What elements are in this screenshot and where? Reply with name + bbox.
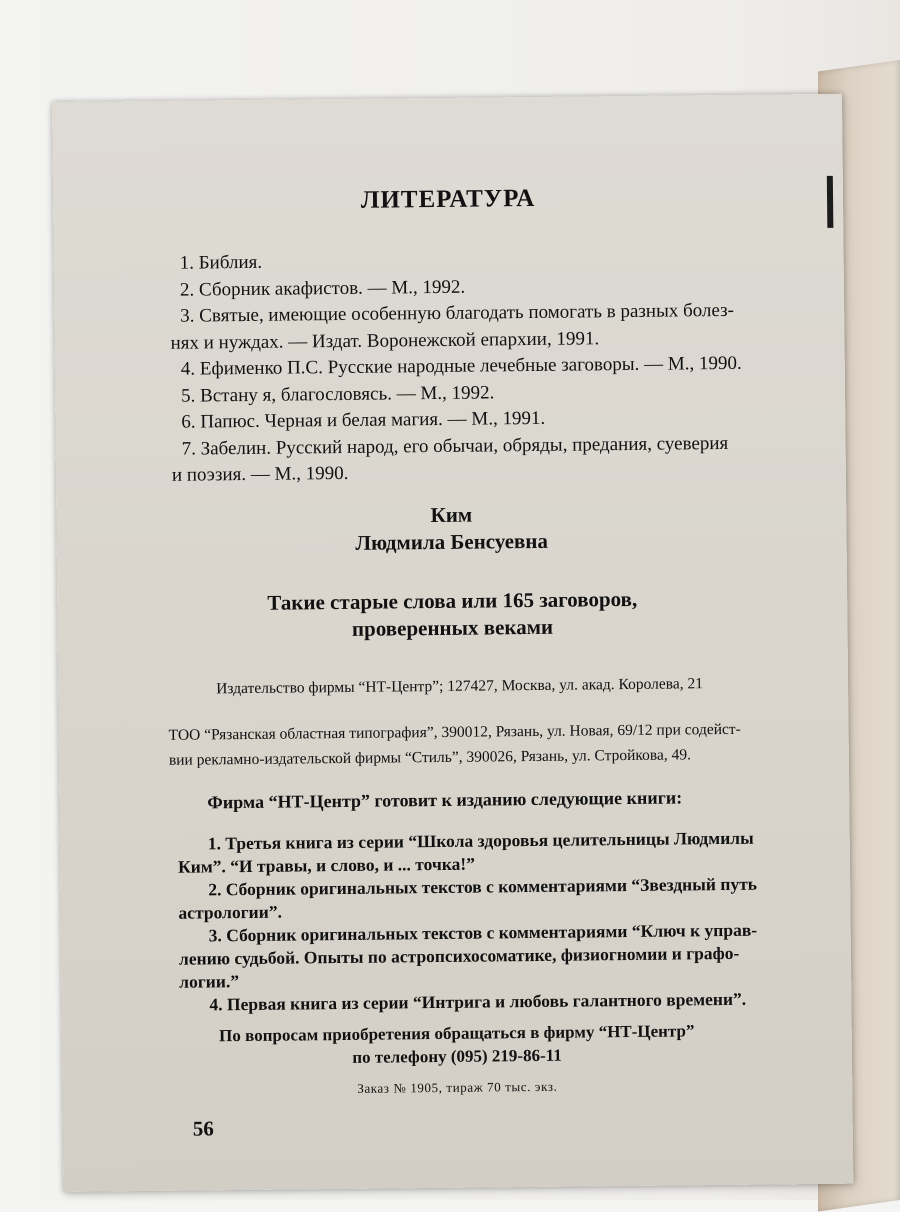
literature-item: 6. Папюс. Черная и белая магия. — М., 1991. (181, 407, 546, 433)
literature-item: 1. Библия. (179, 251, 263, 274)
literature-item-continuation: и поэзия. — М., 1990. (171, 462, 349, 486)
author-name: Людмила Бенсуевна (355, 528, 549, 555)
announcement-heading: Фирма “НТ-Центр” готовит к изданию следующие книги: (207, 787, 683, 813)
literature-item: 2. Сборник акафистов. — М., 1992. (179, 276, 466, 301)
author-block (56, 498, 847, 560)
upcoming-book-line: 4. Первая книга из серии “Интрига и любовь галантного времени”. (209, 988, 747, 1015)
upcoming-book-line: 1. Третья книга из серии “Школа здоровья целительницы Людмилы (207, 827, 754, 854)
book-page (52, 94, 853, 1192)
literature-list (172, 244, 794, 489)
contact-line: По вопросам приобретения обращаться в фирму “НТ-Центр” (219, 1021, 695, 1046)
upcoming-book-line: Ким”. “И травы, и слово, и ... точка!” (177, 853, 476, 877)
literature-item: 3. Святые, имеющие особенную благодать помогать в разных болез- (180, 299, 735, 327)
printer-line: ТОО “Рязанская областная типография”, 390012, Рязань, ул. Новая, 69/12 при содейст- (168, 720, 741, 744)
literature-item-continuation: нях и нуждах. — Издат. Воронежской епархии, 1991. (170, 327, 600, 354)
upcoming-book-line: 3. Сборник оригинальных текстов с комментариями “Ключ к управ- (208, 919, 758, 946)
order-info: Заказ № 1905, тираж 70 тыс. экз. (357, 1078, 558, 1096)
printer-info (169, 717, 742, 773)
contact-info (62, 1018, 852, 1072)
literature-item: 7. Забелин. Русский народ, его обычаи, обряды, предания, суеверия (181, 432, 729, 460)
publisher-info: Издательство фирмы “НТ-Центр”; 127427, Москва, ул. акад. Королева, 21 (216, 675, 704, 698)
contact-phone: по телефону (095) 219-86-11 (352, 1045, 562, 1067)
page-title: ЛИТЕРАТУРА (360, 184, 536, 214)
printer-line: вии рекламно-издательской фирмы “Стиль”, 390026, Рязань, ул. Стройкова, 49. (168, 746, 692, 769)
book-title (57, 584, 848, 646)
upcoming-book-line: лению судьбой. Опыты по астропсихосоматике, физиогномии и графо- (178, 942, 740, 969)
book-title-line: проверенных веками (351, 614, 554, 641)
upcoming-book-line: 2. Сборник оригинальных текстов с комментариями “Звездный путь (208, 873, 758, 900)
author-surname: Ким (430, 502, 473, 528)
upcoming-books-list (178, 827, 759, 1017)
page-number: 56 (192, 1116, 214, 1141)
literature-item: 4. Ефименко П.С. Русские народные лечебные заговоры. — М., 1990. (180, 352, 742, 380)
book-title-line: Такие старые слова или 165 заговоров, (267, 586, 638, 615)
upcoming-book-line: логии.” (179, 971, 240, 992)
literature-item: 5. Встану я, благословясь. — М., 1992. (180, 381, 495, 407)
upcoming-book-line: астрологии”. (178, 901, 282, 923)
